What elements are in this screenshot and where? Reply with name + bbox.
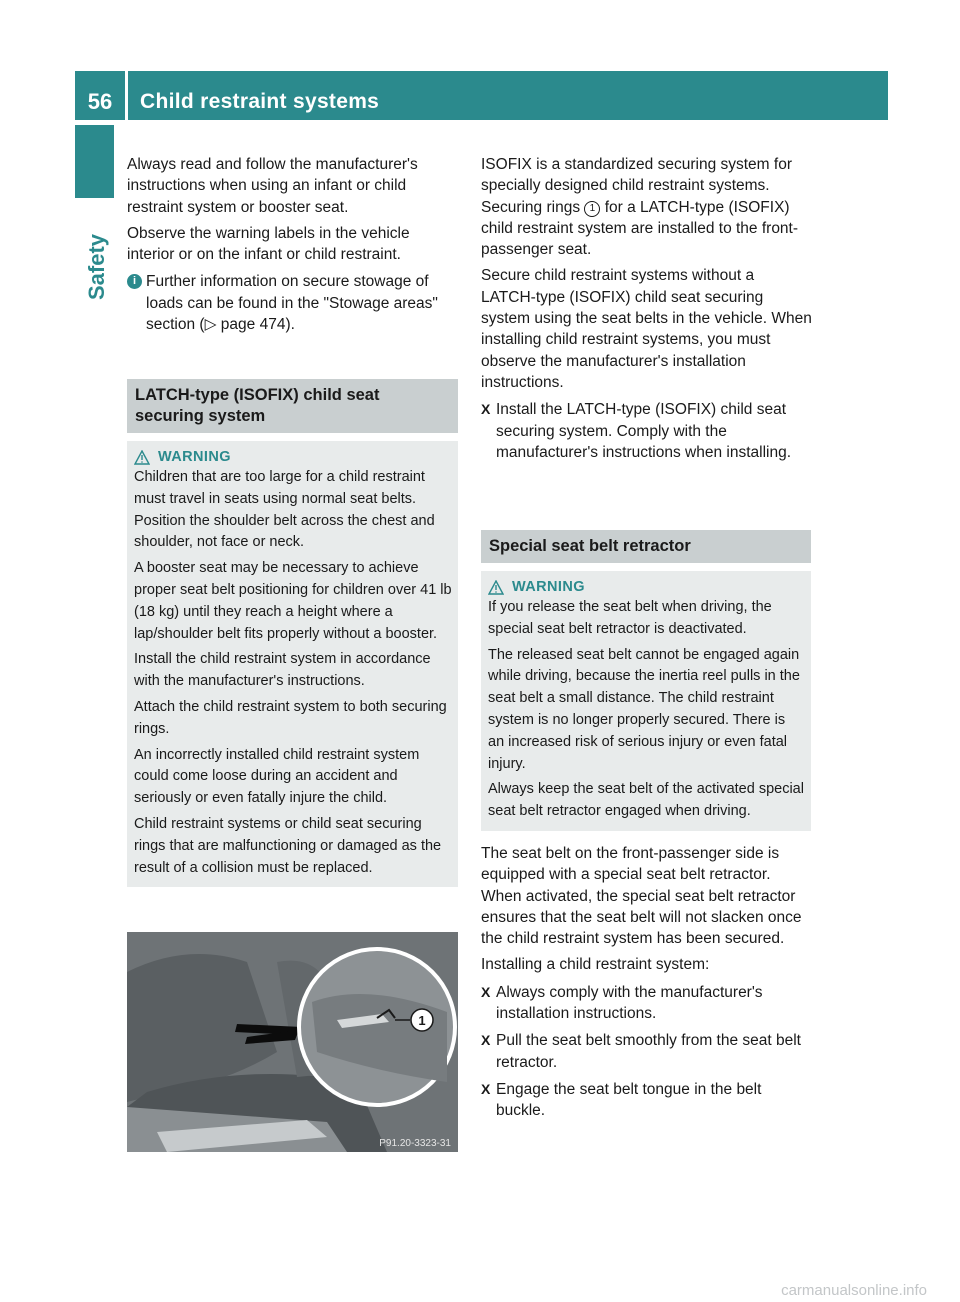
warning-paragraph: Children that are too large for a child restraint must travel in seats using normal seat belts. Position the shoulder belt across the chest and shoulder, not face or neck. [134, 469, 435, 551]
section-label: Safety [84, 233, 109, 300]
warning-triangle-icon [134, 450, 150, 465]
warning-title [488, 577, 805, 597]
ring-callout-ref: 1 [584, 201, 600, 217]
step-text: Engage the seat belt tongue in the belt buckle. [496, 1080, 762, 1120]
section-heading: LATCH-type (ISOFIX) child seat securing system [127, 379, 458, 433]
intro-paragraph: Always read and follow the manufacturer's instructions when using an infant or child restraint system or booster seat. [127, 156, 418, 216]
warning-triangle-icon [488, 580, 504, 595]
figure-code: P91.20-3323-31 [379, 1138, 451, 1149]
info-note [127, 271, 458, 335]
warning-label: WARNING [158, 449, 231, 465]
warning-paragraph: The released seat belt cannot be engaged again while driving, because the inertia reel pulls in the seat belt a small distance. The child restraint system is no longer properly secured. There is an increased risk of serious injury or even fatal injury. [488, 646, 800, 772]
isofix-text-cont: for a LATCH-type (ISOFIX) child restraint system are installed to the front-passenger seat. [481, 198, 799, 259]
info-icon: i [127, 274, 142, 289]
warning-label: WARNING [512, 579, 585, 595]
seat-photo-graphic [127, 932, 458, 1152]
instruction-step [481, 1030, 811, 1073]
warning-paragraph: A booster seat may be necessary to achieve proper seat belt positioning for children over 41 lb (18 kg) until they reach a height where a lap/shoulder belt fits properly without a booster. [134, 560, 452, 642]
warning-paragraph: Child restraint systems or child seat securing rings that are malfunctioning or damaged as the result of a collision must be replaced. [134, 815, 442, 876]
left-column [127, 154, 458, 335]
warning-box [481, 571, 811, 831]
step-marker-icon: X [481, 401, 491, 418]
intro-paragraph: Observe the warning labels in the vehicle interior or on the infant or child restraint. [127, 224, 410, 264]
warning-paragraph: Attach the child restraint system to both securing rings. [134, 698, 447, 737]
step-marker-icon: X [481, 1032, 491, 1049]
page-title: Child restraint systems [140, 90, 380, 113]
seat-illustration [127, 932, 458, 1152]
callout-label: 1 [418, 1013, 426, 1028]
warning-paragraph: Install the child restraint system in accordance with the manufacturer's instructions. [134, 651, 431, 690]
isofix-paragraph [481, 154, 813, 260]
header-divider [125, 71, 128, 120]
warning-paragraph: An incorrectly installed child restraint system could come loose during an accident and seriously or even fatally injure the child. [134, 746, 420, 807]
instruction-step [481, 1079, 811, 1122]
warning-paragraph: Always keep the seat belt of the activated special seat belt retractor engaged when driving. [488, 781, 804, 820]
seatbelt-paragraph: Secure child restraint systems without a LATCH-type (ISOFIX) child seat securing system using the seat belts in the vehicle. When installing child restraint systems, you must observe the manufacturer's installation instructions. [481, 267, 812, 391]
step-text: Always comply with the manufacturer's installation instructions. [496, 983, 763, 1023]
sidebar-block [75, 125, 114, 198]
section-heading: Special seat belt retractor [481, 530, 811, 563]
retractor-paragraph: The seat belt on the front-passenger side is equipped with a special seat belt retractor. When activated, the special seat belt retractor ensures that the seat belt will not slacken once the child restraint system has been secured. [481, 844, 802, 948]
right-column [481, 154, 813, 463]
step-marker-icon: X [481, 983, 491, 1000]
instruction-step [481, 399, 813, 463]
step-text: Install the LATCH-type (ISOFIX) child seat securing system. Comply with the manufacturer's instructions when installing. [496, 401, 792, 461]
page-number: 56 [87, 89, 113, 114]
step-text: Pull the seat belt smoothly from the seat belt retractor. [496, 1032, 801, 1071]
left-section [127, 379, 458, 887]
note-text: Further information on secure stowage of loads can be found in the "Stowage areas" section (▷ page 474). [146, 273, 438, 334]
installing-heading: Installing a child restraint system: [481, 956, 710, 974]
warning-title [134, 447, 452, 467]
isofix-text: ISOFIX is a standardized securing system for specially designed child restraint systems. Securing rings [481, 156, 792, 216]
warning-paragraph: If you release the seat belt when driving, the special seat belt retractor is deactivated. [488, 599, 772, 637]
step-marker-icon: X [481, 1080, 491, 1097]
watermark: carmanualsonline.info [781, 1282, 927, 1299]
warning-box [127, 441, 458, 887]
instruction-step [481, 982, 811, 1025]
right-section [481, 530, 811, 1122]
